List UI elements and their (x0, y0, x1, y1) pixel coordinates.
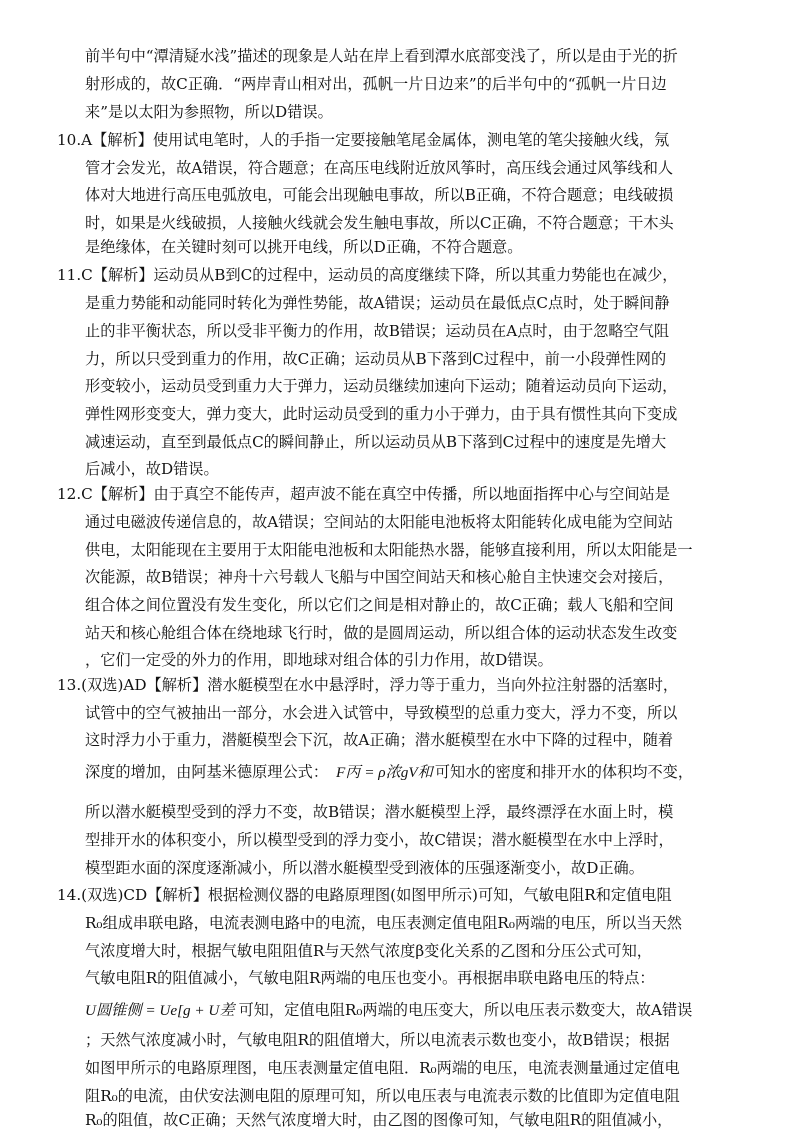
text-line: 组合体之间位置没有发生变化，所以它们之间是相对静止的，故C正确；载人飞船和空间 (85, 596, 674, 614)
text-line: 如图甲所示的电路原理图，电压表测量定值电阻．R₀两端的电压，电流表测量通过定值电 (85, 1059, 680, 1077)
text-line: 来”是以太阳为参照物，所以D错误。 (85, 103, 333, 121)
text-line: 12.C【解析】由于真空不能传声，超声波不能在真空中传播，所以地面指挥中心与空间站是 (57, 485, 670, 503)
text-line: 模型距水面的深度逐渐减小，所以潜水艇模型受到液体的压强逐渐变小，故D正确。 (85, 859, 644, 877)
text-line: 管才会发光，故A错误，符合题意；在高压电线附近放风筝时，高压线会通过风筝线和人 (85, 159, 674, 177)
text-line: 通过电磁波传递信息的，故A错误；空间站的太阳能电池板将太阳能转化成电能为空间站 (85, 513, 674, 531)
text-line: 形变较小，运动员受到重力大于弹力，运动员继续加速向下运动；随着运动员向下运动， (85, 377, 678, 395)
formula-line (85, 760, 693, 784)
text-line: 次能源，故B错误；神舟十六号载人飞船与中国空间站天和核心舱自主快速交会对接后， (85, 568, 674, 586)
text-segment: 可知，定值电阻R₀两端的电压变大，所以电压表示数变大，故A错误 (238, 1001, 693, 1019)
text-line: 供电，太阳能现在主要用于太阳能电池板和太阳能热水器，能够直接利用，所以太阳能是一 (85, 541, 693, 559)
text-segment: 可知水的密度和排开水的体积均不变， (434, 763, 694, 781)
text-line: 所以潜水艇模型受到的浮力不变，故B错误；潜水艇模型上浮，最终漂浮在水面上时，模 (85, 803, 674, 821)
text-line: 10.A【解析】使用试电笔时，人的手指一定要接触笔尾金属体，测电笔的笔尖接触火线，氖 (57, 131, 670, 149)
text-line: 后减小，故D错误。 (85, 460, 219, 478)
text-line: ；天然气浓度减小时，气敏电阻R的阻值增大，所以电流表示数也变小，故B错误；根据 (85, 1031, 670, 1049)
text-line: 体对大地进行高压电弧放电，可能会出现触电事故，所以B正确，不符合题意；电线破损 (85, 186, 674, 204)
text-line: 11.C【解析】运动员从B到C的过程中，运动员的高度继续下降，所以其重力势能也在减少， (57, 266, 678, 284)
text-line: 减速运动，直至到最低点C的瞬间静止，所以运动员从B下落到C过程中的速度是先增大 (85, 433, 667, 451)
text-segment: 深度的增加，由阿基米德原理公式： (85, 763, 328, 781)
formula-line (85, 998, 692, 1022)
text-line: 是绝缘体，在关键时刻可以挑开电线，所以D正确，不符合题意。 (85, 238, 523, 256)
text-line: 14.(双选)CD【解析】根据检测仪器的电路原理图(如图甲所示)可知，气敏电阻R和定值电阻 (57, 886, 672, 904)
text-line: 试管中的空气被抽出一部分，水会进入试管中，导致模型的总重力变大，浮力不变，所以 (85, 704, 678, 722)
text-line: 前半句中“潭清疑水浅”描述的现象是人站在岸上看到潭水底部变浅了，所以是由于光的折 (85, 47, 678, 65)
voltage-formula: U圆锥侧 = Ue[g + U差 (85, 1002, 235, 1019)
text-line: 气浓度增大时，根据气敏电阻阻值R与天然气浓度β变化关系的乙图和分压公式可知， (85, 942, 652, 960)
text-line: R₀组成串联电路，电流表测电路中的电流，电压表测定值电阻R₀两端的电压，所以当天然 (85, 914, 682, 932)
buoyancy-formula: F丙 = ρ浓gV和 (336, 764, 433, 781)
text-line: 13.(双选)AD【解析】潜水艇模型在水中悬浮时，浮力等于重力，当向外拉注射器的活塞时， (57, 676, 679, 694)
text-line: 型排开水的体积变小，所以模型受到的浮力变小，故C错误；潜水艇模型在水中上浮时， (85, 831, 674, 849)
text-line: 站天和核心舱组合体在绕地球飞行时，做的是圆周运动，所以组合体的运动状态发生改变 (85, 624, 678, 642)
text-line: R₀的阻值，故C正确；天然气浓度增大时，由乙图的图像可知，气敏电阻R的阻值减小， (85, 1111, 673, 1129)
text-line: 止的非平衡状态，所以受非平衡力的作用，故B错误；运动员在A点时，由于忽略空气阻 (85, 322, 670, 340)
text-line: 射形成的，故C正确．“两岸青山相对出，孤帆一片日边来”的后半句中的“孤帆一片日边 (85, 75, 667, 93)
text-line: 时，如果是火线破损，人接触火线就会发生触电事故，所以C正确，不符合题意；干木头 (85, 214, 674, 232)
text-line: 力，所以只受到重力的作用，故C正确；运动员从B下落到C过程中，前一小段弹性网的 (85, 350, 667, 368)
text-line: 是重力势能和动能同时转化为弹性势能，故A错误；运动员在最低点C点时，处于瞬间静 (85, 294, 670, 312)
text-line: 阻R₀的电流，由伏安法测电阻的原理可知，所以电压表与电流表示数的比值即为定值电阻 (85, 1087, 680, 1105)
text-line: 这时浮力小于重力，潜艇模型会下沉，故A正确；潜水艇模型在水中下降的过程中，随着 (85, 731, 674, 749)
text-line: 弹性网形变变大，弹力变大，此时运动员受到的重力小于弹力，由于具有惯性其向下变成 (85, 405, 678, 423)
text-line: ，它们一定受的外力的作用，即地球对组合体的引力作用，故D错误。 (85, 651, 553, 669)
text-line: 气敏电阻R的阻值减小，气敏电阻R两端的电压也变小。再根据串联电路电压的特点： (85, 969, 655, 987)
